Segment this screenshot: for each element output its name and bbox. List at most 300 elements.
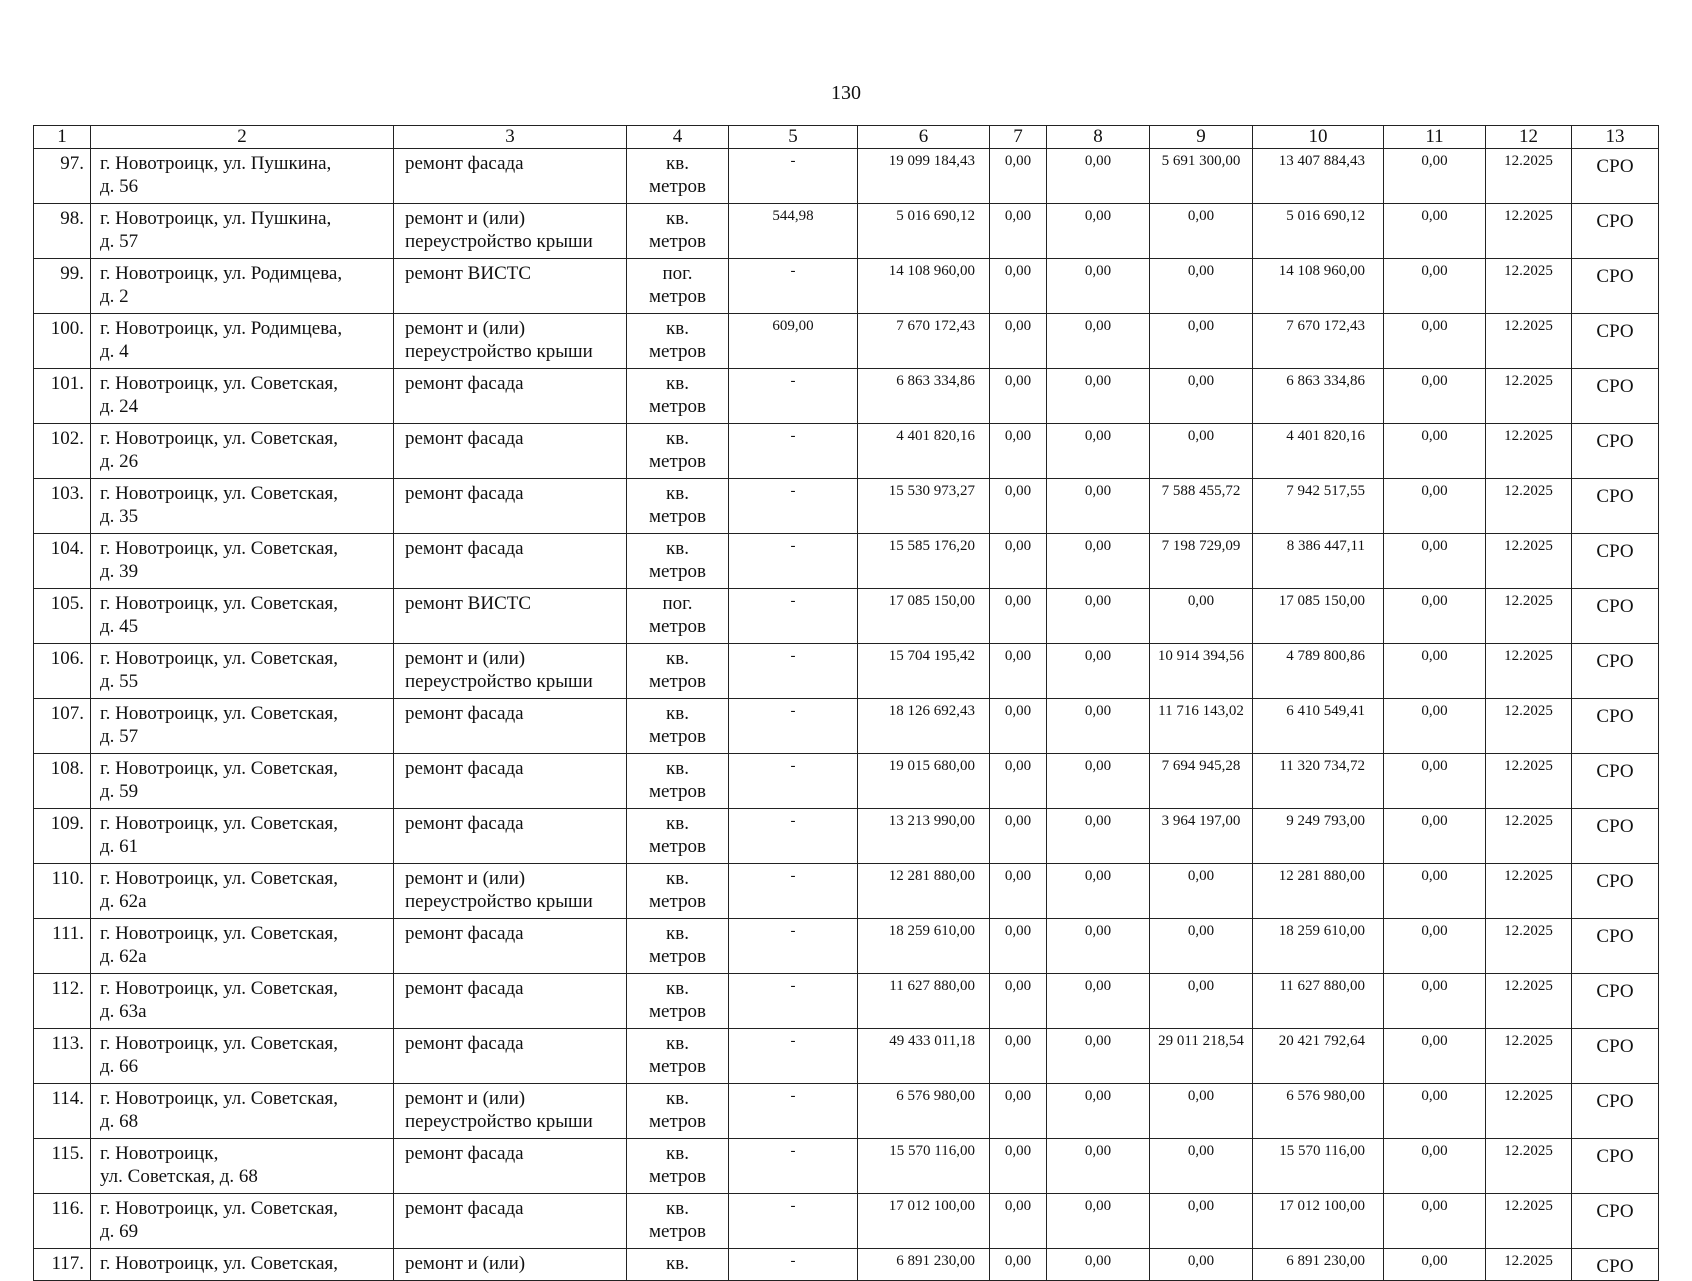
volume-cell: - — [729, 479, 858, 534]
table-row — [34, 644, 1659, 699]
col8-cell: 0,00 — [1047, 644, 1150, 699]
row-number: 100. — [34, 314, 91, 369]
address-cell — [91, 699, 394, 754]
address-cell-line: г. Новотроицк, ул. Советская, — [100, 1033, 339, 1054]
address-cell-line: д. 4 — [100, 341, 129, 362]
col10-cell: 7 942 517,55 — [1253, 479, 1384, 534]
col8-cell: 0,00 — [1047, 864, 1150, 919]
col9-cell: 0,00 — [1150, 1139, 1253, 1194]
table-row — [34, 974, 1659, 1029]
col7-cell: 0,00 — [990, 699, 1047, 754]
work-type-cell-line: ремонт ВИСТС — [405, 263, 532, 284]
col7-cell: 0,00 — [990, 314, 1047, 369]
col7-cell: 0,00 — [990, 1194, 1047, 1249]
unit-cell-line: метров — [649, 726, 706, 747]
deadline-cell: 12.2025 — [1486, 589, 1572, 644]
row-number: 113. — [34, 1029, 91, 1084]
row-number: 103. — [34, 479, 91, 534]
total-cost-cell: 6 863 334,86 — [858, 369, 990, 424]
col7-cell: 0,00 — [990, 589, 1047, 644]
col9-cell: 7 588 455,72 — [1150, 479, 1253, 534]
col11-cell: 0,00 — [1384, 424, 1486, 479]
volume-cell: - — [729, 369, 858, 424]
col9-cell: 0,00 — [1150, 259, 1253, 314]
col10-cell: 12 281 880,00 — [1253, 864, 1384, 919]
col7-cell: 0,00 — [990, 149, 1047, 204]
unit-cell-line: метров — [649, 616, 706, 637]
work-type-cell-line: ремонт и (или) — [405, 208, 526, 229]
work-type-cell — [394, 259, 627, 314]
unit-cell — [627, 974, 729, 1029]
method-cell: СРО — [1572, 479, 1659, 534]
col9-cell: 0,00 — [1150, 204, 1253, 259]
address-cell-line: ул. Советская, д. 68 — [100, 1166, 258, 1187]
address-cell-line: д. 45 — [100, 616, 139, 637]
total-cost-cell: 18 126 692,43 — [858, 699, 990, 754]
work-type-cell-line: ремонт фасада — [405, 153, 524, 174]
work-type-cell-line: переустройство крыши — [405, 1111, 593, 1132]
col8-cell: 0,00 — [1047, 314, 1150, 369]
table-row — [34, 864, 1659, 919]
col9-cell: 0,00 — [1150, 864, 1253, 919]
col11-cell: 0,00 — [1384, 369, 1486, 424]
volume-cell: - — [729, 1084, 858, 1139]
unit-cell-line: кв. — [666, 538, 689, 559]
column-header: 4 — [627, 126, 729, 149]
table-row — [34, 424, 1659, 479]
method-cell: СРО — [1572, 204, 1659, 259]
col9-cell: 3 964 197,00 — [1150, 809, 1253, 864]
unit-cell-line: кв. — [666, 318, 689, 339]
col10-cell: 4 789 800,86 — [1253, 644, 1384, 699]
col10-cell: 7 670 172,43 — [1253, 314, 1384, 369]
volume-cell: - — [729, 809, 858, 864]
col10-cell: 5 016 690,12 — [1253, 204, 1384, 259]
method-cell: СРО — [1572, 369, 1659, 424]
col8-cell: 0,00 — [1047, 1249, 1150, 1281]
col11-cell: 0,00 — [1384, 204, 1486, 259]
total-cost-cell: 5 016 690,12 — [858, 204, 990, 259]
total-cost-cell: 15 530 973,27 — [858, 479, 990, 534]
work-type-cell — [394, 534, 627, 589]
work-type-cell — [394, 1139, 627, 1194]
address-cell — [91, 864, 394, 919]
method-cell: СРО — [1572, 1139, 1659, 1194]
volume-cell: - — [729, 149, 858, 204]
address-cell-line: д. 2 — [100, 286, 129, 307]
table-row — [34, 204, 1659, 259]
unit-cell-line: метров — [649, 506, 706, 527]
col11-cell: 0,00 — [1384, 864, 1486, 919]
address-cell-line: г. Новотроицк, ул. Советская, — [100, 868, 339, 889]
work-type-cell — [394, 1249, 627, 1281]
unit-cell-line: кв. — [666, 1088, 689, 1109]
col10-cell: 14 108 960,00 — [1253, 259, 1384, 314]
address-cell-line: д. 62а — [100, 891, 147, 912]
unit-cell-line: кв. — [666, 923, 689, 944]
table-row — [34, 589, 1659, 644]
row-number: 105. — [34, 589, 91, 644]
unit-cell — [627, 589, 729, 644]
col11-cell: 0,00 — [1384, 1139, 1486, 1194]
address-cell-line: д. 69 — [100, 1221, 139, 1242]
capital-repair-table — [33, 125, 1659, 1281]
total-cost-cell: 4 401 820,16 — [858, 424, 990, 479]
address-cell-line: д. 39 — [100, 561, 139, 582]
unit-cell-line: кв. — [666, 758, 689, 779]
unit-cell-line: кв. — [666, 208, 689, 229]
col7-cell: 0,00 — [990, 534, 1047, 589]
address-cell — [91, 1029, 394, 1084]
unit-cell-line: кв. — [666, 868, 689, 889]
col7-cell: 0,00 — [990, 754, 1047, 809]
address-cell-line: г. Новотроицк, ул. Советская, — [100, 1198, 339, 1219]
deadline-cell: 12.2025 — [1486, 1029, 1572, 1084]
volume-cell: - — [729, 754, 858, 809]
col8-cell: 0,00 — [1047, 1139, 1150, 1194]
address-cell-line: г. Новотроицк, ул. Родимцева, — [100, 263, 343, 284]
address-cell-line: д. 59 — [100, 781, 139, 802]
col8-cell: 0,00 — [1047, 1084, 1150, 1139]
col7-cell: 0,00 — [990, 369, 1047, 424]
deadline-cell: 12.2025 — [1486, 699, 1572, 754]
work-type-cell-line: ремонт и (или) — [405, 1088, 526, 1109]
row-number: 107. — [34, 699, 91, 754]
unit-cell — [627, 424, 729, 479]
unit-cell — [627, 699, 729, 754]
work-type-cell — [394, 1084, 627, 1139]
col9-cell: 0,00 — [1150, 589, 1253, 644]
total-cost-cell: 15 570 116,00 — [858, 1139, 990, 1194]
total-cost-cell: 18 259 610,00 — [858, 919, 990, 974]
col9-cell: 0,00 — [1150, 1194, 1253, 1249]
volume-cell: - — [729, 424, 858, 479]
address-cell — [91, 1249, 394, 1281]
column-header: 3 — [394, 126, 627, 149]
volume-cell: - — [729, 1194, 858, 1249]
unit-cell — [627, 149, 729, 204]
total-cost-cell: 11 627 880,00 — [858, 974, 990, 1029]
row-number: 110. — [34, 864, 91, 919]
work-type-cell — [394, 809, 627, 864]
table-row — [34, 1084, 1659, 1139]
row-number: 115. — [34, 1139, 91, 1194]
total-cost-cell: 17 012 100,00 — [858, 1194, 990, 1249]
method-cell: СРО — [1572, 314, 1659, 369]
col10-cell: 17 012 100,00 — [1253, 1194, 1384, 1249]
total-cost-cell: 19 099 184,43 — [858, 149, 990, 204]
unit-cell — [627, 754, 729, 809]
col7-cell: 0,00 — [990, 809, 1047, 864]
row-number: 109. — [34, 809, 91, 864]
col9-cell: 29 011 218,54 — [1150, 1029, 1253, 1084]
deadline-cell: 12.2025 — [1486, 1139, 1572, 1194]
col7-cell: 0,00 — [990, 919, 1047, 974]
address-cell-line: г. Новотроицк, ул. Советская, — [100, 703, 339, 724]
work-type-cell-line: ремонт фасада — [405, 1198, 524, 1219]
address-cell-line: г. Новотроицк, ул. Советская, — [100, 593, 339, 614]
row-number: 116. — [34, 1194, 91, 1249]
col9-cell: 7 198 729,09 — [1150, 534, 1253, 589]
work-type-cell — [394, 1029, 627, 1084]
address-cell — [91, 919, 394, 974]
unit-cell-line: кв. — [666, 1143, 689, 1164]
address-cell — [91, 754, 394, 809]
row-number: 104. — [34, 534, 91, 589]
col11-cell: 0,00 — [1384, 644, 1486, 699]
address-cell — [91, 1084, 394, 1139]
address-cell — [91, 259, 394, 314]
method-cell: СРО — [1572, 864, 1659, 919]
total-cost-cell: 14 108 960,00 — [858, 259, 990, 314]
method-cell: СРО — [1572, 809, 1659, 864]
address-cell — [91, 1194, 394, 1249]
col10-cell: 6 863 334,86 — [1253, 369, 1384, 424]
method-cell: СРО — [1572, 1194, 1659, 1249]
method-cell: СРО — [1572, 534, 1659, 589]
total-cost-cell: 15 585 176,20 — [858, 534, 990, 589]
work-type-cell — [394, 974, 627, 1029]
unit-cell — [627, 644, 729, 699]
col11-cell: 0,00 — [1384, 699, 1486, 754]
col9-cell: 0,00 — [1150, 1249, 1253, 1281]
work-type-cell-line: ремонт фасада — [405, 813, 524, 834]
unit-cell-line: метров — [649, 946, 706, 967]
work-type-cell-line: ремонт и (или) — [405, 1253, 526, 1274]
col8-cell: 0,00 — [1047, 589, 1150, 644]
address-cell-line: д. 63а — [100, 1001, 147, 1022]
column-header: 5 — [729, 126, 858, 149]
table-row — [34, 534, 1659, 589]
col10-cell: 8 386 447,11 — [1253, 534, 1384, 589]
unit-cell-line: метров — [649, 451, 706, 472]
col7-cell: 0,00 — [990, 259, 1047, 314]
volume-cell: - — [729, 1249, 858, 1281]
total-cost-cell: 17 085 150,00 — [858, 589, 990, 644]
col8-cell: 0,00 — [1047, 204, 1150, 259]
unit-cell — [627, 919, 729, 974]
col8-cell: 0,00 — [1047, 1194, 1150, 1249]
col11-cell: 0,00 — [1384, 1249, 1486, 1281]
volume-cell: - — [729, 864, 858, 919]
col11-cell: 0,00 — [1384, 1029, 1486, 1084]
table-row — [34, 809, 1659, 864]
work-type-cell — [394, 314, 627, 369]
unit-cell-line: метров — [649, 891, 706, 912]
address-cell-line: г. Новотроицк, — [100, 1143, 219, 1164]
volume-cell: - — [729, 919, 858, 974]
unit-cell-line: метров — [649, 176, 706, 197]
address-cell-line: д. 24 — [100, 396, 139, 417]
address-cell-line: д. 35 — [100, 506, 139, 527]
table-row — [34, 314, 1659, 369]
col9-cell: 11 716 143,02 — [1150, 699, 1253, 754]
col7-cell: 0,00 — [990, 1029, 1047, 1084]
unit-cell-line: кв. — [666, 428, 689, 449]
method-cell: СРО — [1572, 1029, 1659, 1084]
column-header: 9 — [1150, 126, 1253, 149]
deadline-cell: 12.2025 — [1486, 424, 1572, 479]
table-row — [34, 369, 1659, 424]
address-cell-line: г. Новотроицк, ул. Пушкина, — [100, 153, 332, 174]
work-type-cell-line: ремонт фасада — [405, 538, 524, 559]
method-cell: СРО — [1572, 919, 1659, 974]
address-cell-line: д. 26 — [100, 451, 139, 472]
col9-cell: 0,00 — [1150, 1084, 1253, 1139]
work-type-cell-line: ремонт фасада — [405, 1033, 524, 1054]
method-cell: СРО — [1572, 149, 1659, 204]
col10-cell: 9 249 793,00 — [1253, 809, 1384, 864]
method-cell: СРО — [1572, 1084, 1659, 1139]
address-cell-line: д. 55 — [100, 671, 139, 692]
col7-cell: 0,00 — [990, 204, 1047, 259]
row-number: 106. — [34, 644, 91, 699]
work-type-cell-line: ремонт фасада — [405, 923, 524, 944]
col7-cell: 0,00 — [990, 1139, 1047, 1194]
column-header: 6 — [858, 126, 990, 149]
col10-cell: 11 627 880,00 — [1253, 974, 1384, 1029]
unit-cell-line: метров — [649, 1166, 706, 1187]
volume-cell: 609,00 — [729, 314, 858, 369]
unit-cell-line: пог. — [662, 263, 693, 284]
volume-cell: - — [729, 644, 858, 699]
address-cell-line: д. 56 — [100, 176, 139, 197]
col10-cell: 18 259 610,00 — [1253, 919, 1384, 974]
address-cell-line: г. Новотроицк, ул. Советская, — [100, 428, 339, 449]
work-type-cell-line: ремонт фасада — [405, 373, 524, 394]
deadline-cell: 12.2025 — [1486, 754, 1572, 809]
col11-cell: 0,00 — [1384, 809, 1486, 864]
deadline-cell: 12.2025 — [1486, 149, 1572, 204]
unit-cell-line: кв. — [666, 703, 689, 724]
unit-cell — [627, 204, 729, 259]
col10-cell: 4 401 820,16 — [1253, 424, 1384, 479]
work-type-cell — [394, 754, 627, 809]
address-cell — [91, 809, 394, 864]
col11-cell: 0,00 — [1384, 149, 1486, 204]
total-cost-cell: 13 213 990,00 — [858, 809, 990, 864]
unit-cell — [627, 314, 729, 369]
col8-cell: 0,00 — [1047, 369, 1150, 424]
address-cell — [91, 479, 394, 534]
volume-cell: - — [729, 974, 858, 1029]
column-header: 12 — [1486, 126, 1572, 149]
unit-cell-line: метров — [649, 286, 706, 307]
col9-cell: 7 694 945,28 — [1150, 754, 1253, 809]
address-cell — [91, 424, 394, 479]
unit-cell — [627, 1194, 729, 1249]
work-type-cell-line: ремонт и (или) — [405, 648, 526, 669]
work-type-cell — [394, 369, 627, 424]
address-cell-line: г. Новотроицк, ул. Советская, — [100, 978, 339, 999]
method-cell: СРО — [1572, 754, 1659, 809]
unit-cell — [627, 809, 729, 864]
work-type-cell — [394, 424, 627, 479]
method-cell: СРО — [1572, 644, 1659, 699]
col11-cell: 0,00 — [1384, 259, 1486, 314]
unit-cell — [627, 479, 729, 534]
col11-cell: 0,00 — [1384, 314, 1486, 369]
unit-cell-line: метров — [649, 1056, 706, 1077]
total-cost-cell: 12 281 880,00 — [858, 864, 990, 919]
deadline-cell: 12.2025 — [1486, 644, 1572, 699]
deadline-cell: 12.2025 — [1486, 369, 1572, 424]
unit-cell — [627, 534, 729, 589]
table-row — [34, 754, 1659, 809]
column-header: 7 — [990, 126, 1047, 149]
unit-cell — [627, 1139, 729, 1194]
unit-cell-line: кв. — [666, 373, 689, 394]
unit-cell — [627, 1029, 729, 1084]
address-cell-line: д. 61 — [100, 836, 139, 857]
volume-cell: - — [729, 1139, 858, 1194]
total-cost-cell: 7 670 172,43 — [858, 314, 990, 369]
total-cost-cell: 49 433 011,18 — [858, 1029, 990, 1084]
address-cell — [91, 589, 394, 644]
col8-cell: 0,00 — [1047, 479, 1150, 534]
col10-cell: 11 320 734,72 — [1253, 754, 1384, 809]
unit-cell — [627, 1249, 729, 1281]
unit-cell-line: кв. — [666, 153, 689, 174]
table-row — [34, 479, 1659, 534]
col11-cell: 0,00 — [1384, 1084, 1486, 1139]
address-cell-line: г. Новотроицк, ул. Советская, — [100, 758, 339, 779]
address-cell — [91, 644, 394, 699]
unit-cell — [627, 864, 729, 919]
col8-cell: 0,00 — [1047, 424, 1150, 479]
address-cell — [91, 149, 394, 204]
work-type-cell — [394, 699, 627, 754]
unit-cell-line: кв. — [666, 978, 689, 999]
col9-cell: 10 914 394,56 — [1150, 644, 1253, 699]
row-number: 108. — [34, 754, 91, 809]
col11-cell: 0,00 — [1384, 534, 1486, 589]
col7-cell: 0,00 — [990, 424, 1047, 479]
col11-cell: 0,00 — [1384, 974, 1486, 1029]
unit-cell-line: метров — [649, 1001, 706, 1022]
table-row — [34, 149, 1659, 204]
deadline-cell: 12.2025 — [1486, 974, 1572, 1029]
unit-cell-line: метров — [649, 781, 706, 802]
col9-cell: 5 691 300,00 — [1150, 149, 1253, 204]
method-cell: СРО — [1572, 1249, 1659, 1281]
work-type-cell-line: ремонт фасада — [405, 978, 524, 999]
col9-cell: 0,00 — [1150, 919, 1253, 974]
total-cost-cell: 19 015 680,00 — [858, 754, 990, 809]
method-cell: СРО — [1572, 699, 1659, 754]
page-number: 130 — [831, 82, 861, 104]
column-header: 1 — [34, 126, 91, 149]
deadline-cell: 12.2025 — [1486, 314, 1572, 369]
address-cell-line: г. Новотроицк, ул. Советская, — [100, 538, 339, 559]
col9-cell: 0,00 — [1150, 974, 1253, 1029]
column-header: 8 — [1047, 126, 1150, 149]
col10-cell: 17 085 150,00 — [1253, 589, 1384, 644]
address-cell-line: д. 57 — [100, 231, 139, 252]
unit-cell-line: метров — [649, 231, 706, 252]
column-number-row — [34, 126, 1659, 149]
unit-cell — [627, 369, 729, 424]
address-cell — [91, 534, 394, 589]
unit-cell-line: кв. — [666, 483, 689, 504]
address-cell-line: д. 66 — [100, 1056, 139, 1077]
address-cell-line: г. Новотроицк, ул. Советская, — [100, 373, 339, 394]
unit-cell-line: метров — [649, 836, 706, 857]
table-row — [34, 259, 1659, 314]
col8-cell: 0,00 — [1047, 1029, 1150, 1084]
unit-cell-line: метров — [649, 561, 706, 582]
unit-cell-line: метров — [649, 341, 706, 362]
